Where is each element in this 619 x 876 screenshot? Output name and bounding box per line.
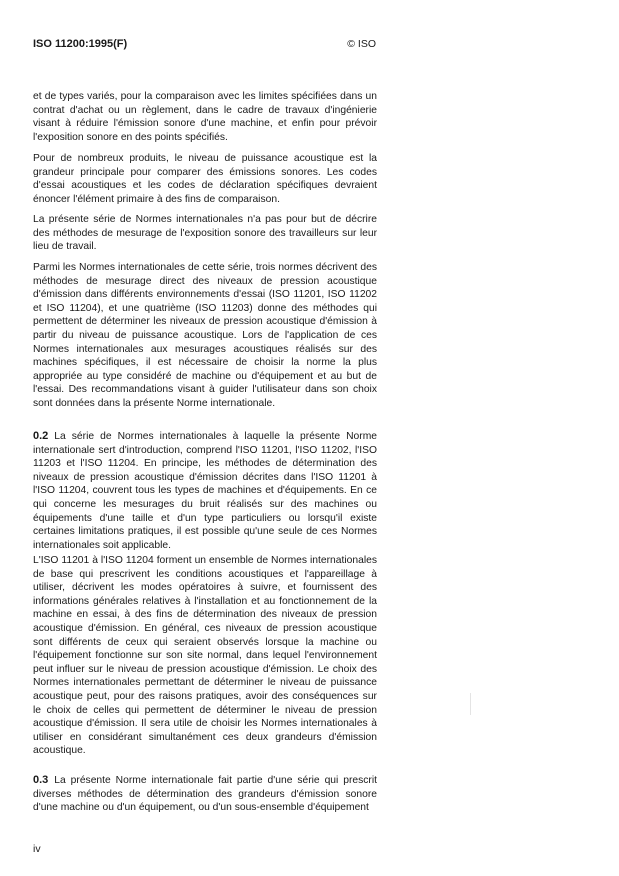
section-0-3	[33, 774, 377, 815]
section-number: 0.2	[33, 430, 49, 442]
page-header	[33, 38, 376, 52]
paragraph-1	[33, 90, 377, 144]
scan-artifact	[470, 693, 471, 715]
section-number: 0.3	[33, 774, 49, 786]
section-0-2	[33, 430, 377, 552]
section-paragraph	[33, 430, 377, 552]
page-number: iv	[33, 843, 41, 855]
paragraph-text: La présente Norme internationale fait partie d'une série qui prescrit diverses méthodes de détermination des grandeurs d'émission sonore d'une machine ou d'un équipement, ou d'un sous-ensemble d'équipement	[33, 775, 377, 814]
paragraph-text: La présente série de Normes internationales n'a pas pour but de décrire des méthodes de mesurage de l'exposition sonore des travailleurs sur leur lieu de travail.	[33, 214, 377, 253]
paragraph-2	[33, 152, 377, 206]
paragraph-text: Parmi les Normes internationales de cette série, trois normes décrivent des méthodes de mesurage direct des niveaux de pression acoustique d'émission dans différents environnements d'essai (ISO 11201, ISO 11202 et ISO 11204), et une quatrième (ISO 11203) donne des méthodes qui permettent de déterminer les niveaux de pression acoustique d'émission à partir du niveau de puissance acoustique. Lors de l'application de ces Normes internationales aux mesurages acoustiques réalisés sur des machines spécifiques, il est nécessaire de choisir la norme la plus appropriée au type considéré de machine ou d'équipement et au but de l'essai. Des recommandations visant à guider l'utilisateur dans son choix sont données dans la présente Norme internationale.	[33, 262, 377, 409]
copyright-notice: © ISO	[347, 38, 376, 50]
paragraph-text: et de types variés, pour la comparaison avec les limites spécifiées dans un contrat d'achat ou un règlement, dans le cadre de travaux d'ingénierie visant à réduire l'émission sonore d'une machine, et enfin pour prévoir l'exposition sonore en des points spécifiés.	[33, 91, 377, 143]
paragraph-3	[33, 213, 377, 254]
standard-number: ISO 11200:1995(F)	[33, 38, 128, 50]
paragraph-text: L'ISO 11201 à l'ISO 11204 forment un ensemble de Normes internationales de base qui prescrivent les conditions acoustiques et l'appareillage à utiliser, décrivent les modes opératoires à suivre, et fournissent des informations générales relatives à l'installation et au fonctionnement de la machine en essai, à des fins de détermination des niveaux de pression acoustique d'émission. En général, ces niveaux de pression acoustique sont différents de ceux qui seraient observés lorsque la machine ou l'équipement fonctionne sur son site normal, dans lequel l'environnement peut influer sur le niveau de pression acoustique d'émission. Le choix des Normes internationales permettant de déterminer le niveau de puissance acoustique peut, pour des raisons pratiques, avoir des conséquences sur le choix de celles qui permettent de déterminer le niveau de pression acoustique d'émission. Il sera utile de choisir les Normes internationales à utiliser en considérant simultanément ces deux grandeurs d'émission acoustique.	[33, 555, 377, 757]
paragraph-6	[33, 554, 377, 758]
paragraph-text: La série de Normes internationales à laquelle la présente Norme internationale sert d'introduction, comprend l'ISO 11201, l'ISO 11202, l'ISO 11203 et l'ISO 11204. En principe, les méthodes de détermination des niveaux de pression acoustique d'émission décrites dans l'ISO 11201 à l'ISO 11204, couvrent tous les types de machines et d'équipements. En ce qui concerne les mesurages du bruit réalisés sur des machines ou équipements d'une taille et d'un type particuliers ou lorsqu'il existe certaines limitations pratiques, il est possible qu'une seule de ces Normes internationales soit applicable.	[33, 431, 377, 551]
section-paragraph	[33, 774, 377, 815]
paragraph-4	[33, 261, 377, 411]
paragraph-text: Pour de nombreux produits, le niveau de puissance acoustique est la grandeur principale pour comparer des émissions sonores. Les codes d'essai acoustiques et les codes de déclaration spécifiques devraient énoncer l'élément primaire à des fins de comparaison.	[33, 153, 377, 205]
